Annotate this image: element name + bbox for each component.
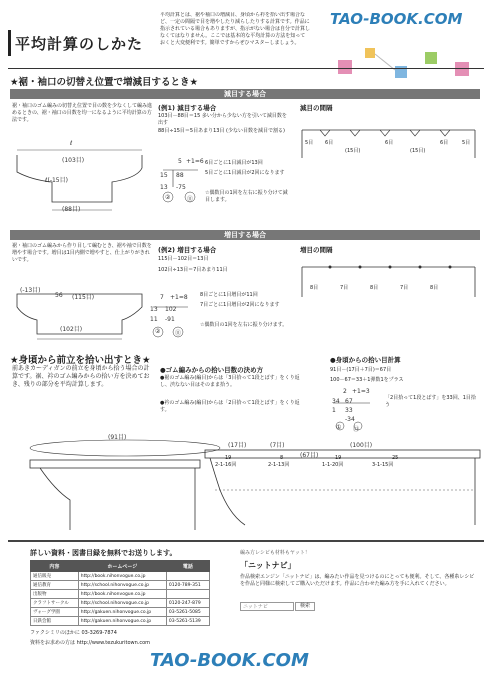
intro-text: 平均計算とは、裾や袖口の増減目、身頃から衿を拾い出す場合など、一定の間隔で目を増やしたり減らしたりする計算です。作品に指示されている場合もありますが、指示がない場合は自分で計算しなくてはなりません。ここでは基本的な平均計算の方法を知っておくと大変便利です。簡単ですからぜひマスターしましょう。: [160, 12, 310, 46]
example2-line2: 102目÷13目＝7目あまり11目: [158, 267, 228, 273]
front-band-diagram: [10, 430, 485, 535]
diag-label-88: (88目): [62, 206, 81, 213]
s2calc-plus: +1=3: [352, 388, 370, 395]
row-url[interactable]: http://book.nihonvogue.co.jp: [78, 572, 166, 581]
decorative-cubes-icon: [335, 40, 485, 85]
row-tel: [166, 572, 209, 581]
diag-label-minus15: ℓ(-15目): [45, 177, 68, 184]
calc2-102: 102: [165, 306, 177, 313]
inc-chart-l2: 8目: [370, 285, 379, 291]
row-name: クラフトサークル: [31, 599, 79, 608]
inc-chart-l4: 8目: [430, 285, 439, 291]
table-row: [31, 599, 210, 608]
title-bar: [8, 30, 11, 56]
th-content: 内容: [31, 561, 79, 572]
method-line2: ●衿のゴム編み(編目)からは「2目拾って1段とばす」をくり返す。: [160, 400, 300, 413]
row-url[interactable]: http://gakuen.nihonvogue.co.jp: [78, 617, 166, 626]
calc2-7: 7: [160, 294, 164, 301]
calc2-2: ②: [155, 328, 161, 335]
ad-title: 詳しい資料・図書目録を無料でお送りします。: [30, 549, 177, 557]
increase-chart-title: 増目の間隔: [300, 246, 333, 254]
page-title: 平均計算のしかた: [15, 35, 144, 53]
example2-line4: 7目ごとに1目増目が2回になります: [200, 302, 280, 308]
s2-label-19a: 19: [225, 455, 232, 461]
s2-label-91: (91目): [108, 434, 127, 441]
table-row: [31, 590, 210, 599]
inc-diag-115: (115目): [72, 294, 95, 301]
example2-line5: ☆偶数目の1回を左右に振り分けます。: [200, 322, 288, 328]
calc-line1: 91目－(17目＋7目)＝67目: [330, 367, 392, 373]
example2-line1: 115目－102目＝13目: [158, 256, 209, 262]
inc-chart-l1: 7目: [340, 285, 349, 291]
knit-desc: 作品検索エンジン「ニットナビ」は、編みたい作品を見つけるのにとっても便利。そして、各種糸レシピを作品と同様に検索してご購入いただけます。作品に合わせた編み方を手に入れてください。: [240, 574, 475, 587]
s2-label-100: (100目): [350, 442, 373, 449]
calc1-15: 15: [160, 172, 168, 179]
dec-chart-l0: 5目: [305, 140, 314, 146]
row-name: 日鉄会館: [31, 617, 79, 626]
dec-chart-l3: 6目: [385, 140, 394, 146]
example1-title: (例1) 減目する場合: [158, 104, 217, 112]
s2-label-7: (7目): [270, 442, 285, 449]
calc-line2: 100－67＝33＋1弾数1をプラス: [330, 377, 404, 383]
method-title: ●ゴム編みからの拾い目数の決め方: [160, 366, 264, 374]
s2-label-r2: 2-1-13回: [268, 462, 290, 468]
s2-label-17: (17目): [228, 442, 247, 449]
inc-chart-l0: 8目: [310, 285, 319, 291]
row-name: 出版物: [31, 590, 79, 599]
calc2-91: -91: [165, 316, 175, 323]
table-row: [31, 608, 210, 617]
s2-label-19b: 19: [335, 455, 342, 461]
row-url[interactable]: http://school.nihonvogue.co.jp: [78, 599, 166, 608]
row-name: 通信教育: [31, 581, 79, 590]
header-rule: [8, 68, 484, 69]
calc2-11: 11: [150, 316, 158, 323]
inc-diag-102: (102目): [60, 326, 83, 333]
fax-line: ファクシミリのほかに 03-3269-7874: [30, 630, 117, 636]
knit-title: 「ニットナビ」: [240, 561, 296, 570]
example2-title: (例2) 増目する場合: [158, 246, 217, 254]
row-url[interactable]: http://gakuen.nihonvogue.co.jp: [78, 608, 166, 617]
calc1-11: ⑪: [187, 196, 194, 203]
row-tel: 03-5261-5139: [166, 617, 209, 626]
row-url[interactable]: http://school.nihonvogue.co.jp: [78, 581, 166, 590]
example1-line1: 103目－88目＝15 多い分から少ない方を引いて減目数を出す: [158, 113, 287, 126]
inc-chart-l3: 7目: [400, 285, 409, 291]
knitnavi-search-input[interactable]: [240, 602, 294, 611]
inc-diag-13: (-13目): [20, 287, 41, 294]
s2calc-c33: ㉝: [353, 426, 360, 433]
footer-rule: [8, 540, 484, 542]
row-url[interactable]: http://book.nihonvogue.co.jp: [78, 590, 166, 599]
dec-chart-l4: (15目): [410, 148, 426, 154]
s2calc-1: 1: [332, 407, 336, 414]
row-tel: 03-5261-5085: [166, 608, 209, 617]
table-row: [31, 617, 210, 626]
dec-chart-l5: 6目: [440, 140, 449, 146]
row-name: 通信販売: [31, 572, 79, 581]
contact-table: [30, 560, 210, 626]
increase-bar: 増目する場合: [10, 230, 480, 240]
s2-label-67: (67目): [300, 452, 319, 459]
fax-sub[interactable]: 資料をお求めの方は http://www.tezukuritown.com: [30, 640, 151, 646]
s2calc-34: 34: [332, 398, 340, 405]
calc-note: 「2目拾って1段とばす」を33回、1目拾う: [385, 395, 476, 408]
decrease-desc: 裾・袖口のゴム編みの切替え位置で目の数を少なくして編み進めるときの、裾・袖口の目数を均一になるように平均計算の方法です。: [12, 103, 153, 123]
calc1-plus: +1=6: [186, 158, 204, 165]
diag-label-103: (103目): [62, 157, 85, 164]
th-homepage: ホームページ: [78, 561, 166, 572]
watermark-top: TAO-BOOK.COM: [330, 10, 463, 28]
section2-desc: 前あきカーディガンの前立を身頃から拾う場合の計算です。裾、衿のゴム編みからの拾い方を決めておき、残りの部分を平均計算します。: [12, 365, 150, 388]
calc2-plus: +1=8: [170, 294, 188, 301]
calc1-5: 5: [178, 158, 182, 165]
calc1-2: ②: [165, 194, 171, 201]
calc1-13: 13: [160, 184, 168, 191]
s2-label-25: 25: [392, 455, 399, 461]
section1-heading: ★裾・袖口の切替え位置で増減目するとき★: [10, 77, 199, 88]
th-tel: 電話: [166, 561, 209, 572]
example2-line3: 8目ごとに1目増目が11回: [200, 292, 258, 298]
example1-line2: 88目÷15目＝5目あまり13目 (少ない目数を減目で割る): [158, 128, 285, 134]
s2-label-8: 8: [280, 455, 284, 461]
row-tel: 0120-789-351: [166, 581, 209, 590]
s2-label-r3: 1-1-20回: [322, 462, 344, 468]
dec-chart-l1: 6目: [325, 140, 334, 146]
table-row: [31, 581, 210, 590]
method-line1: ●裾のゴム編み(編目)からは「3目拾って1段とばす」をくり返し、渋なない目はそのまま拾う。: [160, 375, 300, 388]
example1-line4: 5目ごとに1目減目が2回になります: [205, 170, 285, 176]
calc-title: ●身頃からの拾い目計算: [330, 356, 401, 364]
s2-label-r1: 2-1-16回: [215, 462, 237, 468]
search-button[interactable]: 検索: [295, 602, 315, 611]
calc2-13: 13: [150, 306, 158, 313]
increase-interval-chart: [300, 262, 480, 302]
increase-desc: 裾・袖口のゴム編みから作り目して編むとき、裾や袖で目数を増やす場合です。増目は1目内側で増やすと、仕上がりがきれいです。: [12, 243, 152, 263]
example1-line3: 6目ごとに1目減目が13回: [205, 160, 263, 166]
row-tel: 0120-247-879: [166, 599, 209, 608]
example1-line5: ☆偶数目の1回を左右に振り分けて減目します。: [205, 190, 288, 203]
inc-diag-56: 56: [55, 292, 63, 299]
diag-label-l: ℓ: [70, 140, 73, 147]
calc1-75: -75: [176, 184, 186, 191]
row-tel: [166, 590, 209, 599]
calc2-11b: ⑪: [175, 330, 182, 337]
knit-tag: 編み方レシピも材料もヤット！: [240, 550, 310, 556]
s2calc-2: 2: [343, 388, 347, 395]
dec-chart-l2: (15目): [345, 148, 361, 154]
row-name: ヴォーグ学園: [31, 608, 79, 617]
s2calc-m34: -34: [345, 416, 355, 423]
calc1-88: 88: [176, 172, 184, 179]
s2calc-33: 33: [345, 407, 353, 414]
dec-chart-l6: 5目: [462, 140, 471, 146]
s2-label-r4: 3-1-15回: [372, 462, 394, 468]
decrease-bar: 減目する場合: [10, 89, 480, 99]
watermark-bottom: TAO-BOOK.COM: [150, 650, 309, 671]
s2calc-67: 67: [345, 398, 353, 405]
s2calc-c1: ①: [336, 424, 342, 431]
table-row: [31, 572, 210, 581]
section2-heading: ★身頃から前立を拾い出すとき★: [10, 355, 151, 366]
decrease-chart-title: 減目の間隔: [300, 104, 333, 112]
